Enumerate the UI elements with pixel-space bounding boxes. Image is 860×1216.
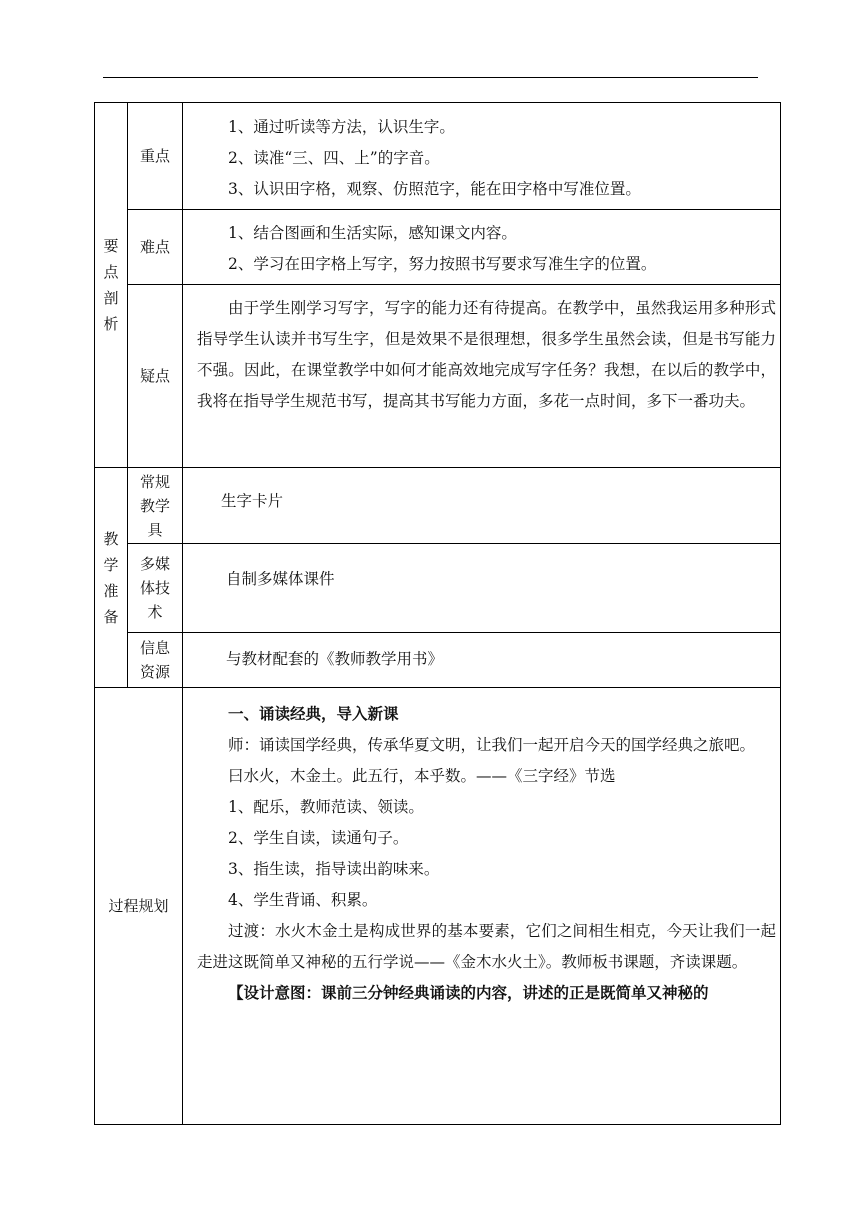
label-text: 重点	[139, 147, 170, 165]
difficulty-item: 2、学习在田字格上写字，努力按照书写要求写准生字的位置。	[228, 255, 657, 273]
resources-content	[183, 633, 781, 688]
value-text: 生字卡片	[221, 492, 284, 510]
row-label-multimedia	[128, 544, 183, 633]
focus-item: 2、读准“三、四、上”的字音。	[228, 149, 440, 167]
difficulty-content	[183, 210, 781, 285]
process-paragraph: 曰水火，木金土。此五行，本乎数。——《三字经》节选	[228, 767, 616, 785]
process-paragraph: 2、学生自读，读通句子。	[228, 829, 409, 847]
doubt-content	[183, 285, 781, 468]
process-paragraph: 师：诵读国学经典，传承华夏文明，让我们一起开启今天的国学经典之旅吧。	[228, 736, 756, 754]
focus-content	[183, 103, 781, 210]
label-text: 疑点	[139, 367, 170, 385]
multimedia-content	[183, 544, 781, 633]
section-label-key-points	[95, 103, 128, 468]
section-label-process	[95, 688, 183, 1125]
focus-item: 3、认识田字格，观察、仿照范字，能在田字格中写准位置。	[228, 180, 641, 198]
row-label-regular-tools	[128, 468, 183, 544]
section-label-text: 要点剖析	[103, 237, 119, 333]
section-label-preparation	[95, 468, 128, 688]
label-text: 常规教学具	[139, 472, 170, 539]
row-label-doubt	[128, 285, 183, 468]
process-heading: 一、诵读经典，导入新课	[228, 705, 399, 723]
doubt-paragraph: 由于学生刚学习写字，写字的能力还有待提高。在教学中，虽然我运用多种形式指导学生认读并书写生字，但是效果不是很理想，很多学生虽然会读，但是书写能力不强。因此，在课堂教学中如何才能高效地完成写字任务？我想，在以后的教学中，我将在指导学生规范书写，提高其书写能力方面，多花一点时间，多下一番功夫。	[197, 299, 776, 410]
difficulty-item: 1、结合图画和生活实际，感知课文内容。	[228, 224, 517, 242]
process-paragraph: 3、指生读，指导读出韵味来。	[228, 860, 440, 878]
value-text: 自制多媒体课件	[226, 570, 335, 588]
section-label-text: 教学准备	[103, 529, 119, 626]
label-text: 难点	[139, 238, 170, 256]
value-text: 与教材配套的《教师教学用书》	[226, 650, 444, 668]
design-intent: 【设计意图：课前三分钟经典诵读的内容，讲述的正是既简单又神秘的	[228, 984, 709, 1002]
row-label-focus	[128, 103, 183, 210]
process-paragraph: 1、配乐，教师范读、领读。	[228, 798, 424, 816]
header-rule	[103, 77, 758, 78]
regular-tools-content	[183, 468, 781, 544]
label-text: 过程规划	[108, 897, 169, 915]
process-paragraph: 4、学生背诵、积累。	[228, 891, 378, 909]
focus-item: 1、通过听读等方法，认识生字。	[228, 118, 455, 136]
label-text: 信息资源	[139, 639, 170, 681]
process-content	[183, 688, 781, 1125]
row-label-resources	[128, 633, 183, 688]
label-text: 多媒体技术	[139, 555, 170, 621]
process-paragraph: 过渡：水火木金土是构成世界的基本要素，它们之间相生相克，今天让我们一起走进这既简单又神秘的五行学说——《金木水火土》。教师板书课题，齐读课题。	[197, 922, 776, 971]
lesson-plan-table	[94, 102, 781, 1125]
row-label-difficulty	[128, 210, 183, 285]
